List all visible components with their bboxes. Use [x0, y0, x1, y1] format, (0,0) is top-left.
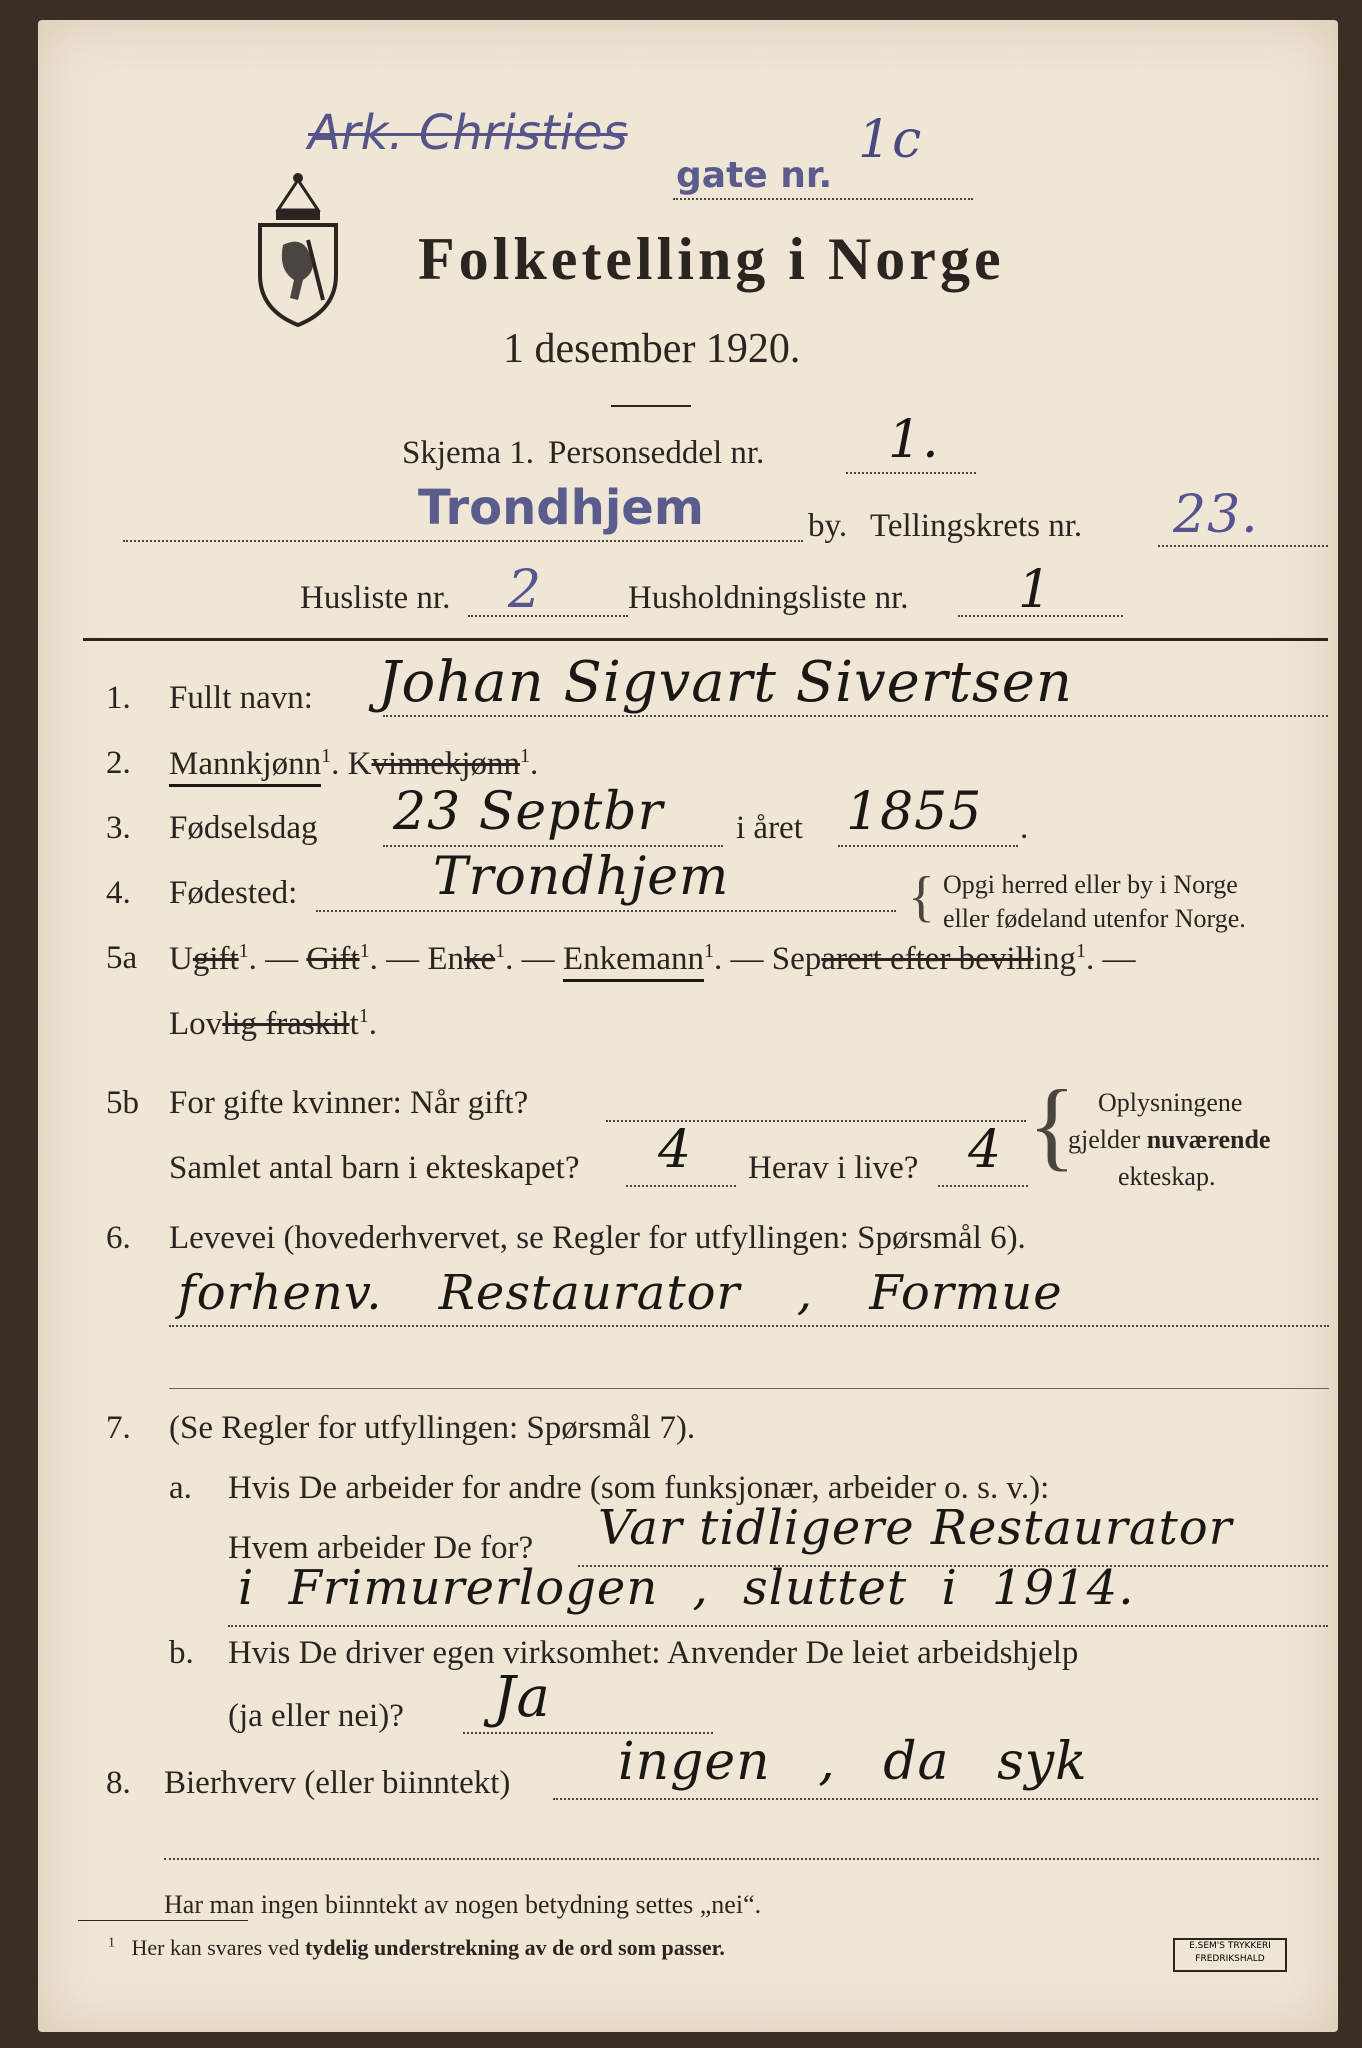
q7b-question: (ja eller nei)?	[228, 1698, 404, 1734]
q4-note-line2: eller fødeland utenfor Norge.	[943, 904, 1246, 933]
husliste-dotted-line	[468, 615, 628, 617]
census-form-page: Ark. Christies gate nr. 1c Folketelling i Norge 1 desember 1920. Skjema 1. Personseddel nr. 1. Trondhjem by. Tellingskrets nr. 23. Husliste nr. 2 Husholdningsliste nr. 1 1. Fullt navn: Johan Sigvart Sivertsen 2. Mannkjønn$^1$. Kvinnekjønn$^1$. 3. Fødselsdag 23 Septbr i året 1855 . 4. Fødested: Trondhjem { Opgi herred eller by i Norge eller fødeland utenfor Norge. 5a Ugift$^1$. — Gift$^1$. — Enke$^1$. — Enkemann$^1$. — Separert efter bevilling$^1$. — Lovlig fraskilt$^1$. 5b For gifte kvinner: Når gift? Samlet antal barn i ekteskapet? 4 Herav i live? 4 { Oplysningene gjelder nuværende ekteskap. 6. Levevei (hovederhvervet, se Regler for utfyllingen: Spørsmål 6). forhenv. Restaurator , Formue 7. (Se Regler for utfyllingen: Spørsmål 7). a. Hvis De arbeider for andre (som funksjonær, arbeider o. s. v.): Hvem arbeider De for? Var tidligere Restaurator i Frimurerlogen , sluttet i 1914. b. Hvis De driver egen virksomhet: Anvender De leiet arbeidshjelp (ja eller nei)? Ja 8. Bierhverv (eller biinntekt) ingen , da syk Har man ingen biinntekt av nogen betydning settes „nei“. $^1$ Her kan svares ved tydelig understrekning av de ord som passer. E.SEM'S TRYKKERI FREDRIKSHALD	[38, 20, 1338, 2032]
personseddel-label: Personseddel nr.	[548, 435, 765, 471]
q5b-number: 5b	[106, 1085, 139, 1121]
employer-value-line1: Var tidligere Restaurator	[598, 1500, 1233, 1556]
gender-male: Mannkjønn	[169, 746, 321, 787]
aaret-label: i året	[736, 810, 803, 846]
q7-label: (Se Regler for utfyllingen: Spørsmål 7).	[169, 1410, 696, 1446]
husliste-value: 2	[508, 560, 543, 620]
skjema-label: Skjema 1.	[402, 435, 534, 471]
gender-options: Mannkjønn$^1$. Kvinnekjønn$^1$.	[169, 745, 538, 783]
birth-year-value: 1855	[846, 782, 983, 842]
tellingskrets-dotted-line	[1158, 545, 1328, 547]
city-stamp: Trondhjem	[418, 480, 704, 536]
q5b-note-line1: Oplysningene	[1098, 1088, 1243, 1117]
gender-female: vinnekjønn	[371, 746, 520, 782]
tellingskrets-value: 23.	[1173, 485, 1259, 545]
q7a-number: a.	[169, 1470, 192, 1506]
footnote-divider	[78, 1920, 248, 1921]
q4-label: Fødested:	[169, 875, 298, 911]
q7a-question: Hvem arbeider De for?	[228, 1530, 534, 1566]
tellingskrets-label: Tellingskrets nr.	[870, 508, 1083, 544]
q8-label: Bierhverv (eller biinntekt)	[164, 1765, 511, 1801]
q6-number: 6.	[106, 1220, 131, 1256]
census-date: 1 desember 1920.	[503, 326, 801, 372]
printer-mark: E.SEM'S TRYKKERI FREDRIKSHALD	[1173, 1938, 1287, 1972]
footer-note: Har man ingen biinntekt av nogen betydning settes „nei“.	[164, 1890, 762, 1919]
page-title: Folketelling i Norge	[418, 226, 1005, 292]
husholdning-label: Husholdningsliste nr.	[628, 580, 909, 616]
q5b-label: For gifte kvinner: Når gift?	[169, 1085, 529, 1121]
birthplace-dotted-line	[316, 910, 896, 912]
q2-number: 2.	[106, 745, 131, 781]
q7b-number: b.	[169, 1635, 194, 1671]
children-alive-value: 4	[968, 1120, 1003, 1180]
side-income-dotted-line2	[164, 1858, 1319, 1860]
q5a-number: 5a	[106, 940, 138, 976]
street-stamp: Ark. Christies	[308, 105, 628, 161]
q5b-note-line2: gjelder nuværende	[1068, 1125, 1271, 1154]
occupation-line2	[169, 1388, 1329, 1389]
q1-label: Fullt navn:	[169, 680, 313, 716]
personseddel-dotted-line	[846, 472, 976, 474]
q1-number: 1.	[106, 680, 131, 716]
marital-status-options-cont: Lovlig fraskilt$^1$.	[169, 1005, 377, 1042]
q3-number: 3.	[106, 810, 131, 846]
husliste-label: Husliste nr.	[300, 580, 451, 616]
employer-value-line2: i Frimurerlogen , sluttet i 1914.	[238, 1560, 1135, 1616]
full-name-value: Johan Sigvart Sivertsen	[378, 650, 1073, 715]
by-label: by.	[808, 508, 848, 544]
q4-number: 4.	[106, 875, 131, 911]
q5b-note-line3: ekteskap.	[1118, 1162, 1216, 1191]
personseddel-value: 1.	[888, 410, 940, 470]
q6-label: Levevei (hovederhvervet, se Regler for utfyllingen: Spørsmål 6).	[169, 1220, 1026, 1256]
q8-number: 8.	[106, 1765, 131, 1801]
q5b-brace: {	[1028, 1069, 1076, 1180]
q4-note-line1: Opgi herred eller by i Norge	[943, 870, 1238, 899]
employer-dotted-line2	[228, 1625, 1328, 1627]
coat-of-arms-icon	[248, 170, 348, 330]
marital-enkemann: Enkemann	[563, 941, 704, 982]
occupation-value: forhenv. Restaurator , Formue	[178, 1265, 1063, 1321]
q4-brace: {	[908, 866, 935, 928]
children-total-value: 4	[658, 1120, 693, 1180]
q7b-text: Hvis De driver egen virksomhet: Anvender De leiet arbeidshjelp	[228, 1635, 1079, 1671]
husholdning-value: 1	[1018, 560, 1053, 620]
children-label: Samlet antal barn i ekteskapet?	[169, 1150, 580, 1186]
children-alive-dotted-line	[938, 1185, 1028, 1187]
full-name-dotted-line	[383, 715, 1328, 717]
marital-status-options: Ugift$^1$. — Gift$^1$. — Enke$^1$. — Enkemann$^1$. — Separert efter bevilling$^1$. —	[169, 940, 1136, 978]
side-income-value: ingen , da syk	[618, 1732, 1088, 1792]
birth-year-dotted-line	[838, 845, 1018, 847]
street-gate-label: gate nr.	[676, 155, 833, 196]
birth-date-value: 23 Septbr	[393, 782, 664, 842]
section-divider	[83, 638, 1328, 641]
title-divider	[611, 405, 691, 407]
hired-help-value: Ja	[493, 1665, 551, 1730]
street-dotted-line	[673, 198, 973, 200]
q3-label: Fødselsdag	[169, 810, 318, 846]
street-number-value: 1c	[858, 110, 923, 170]
occupation-dotted-line1	[169, 1325, 1329, 1327]
side-income-dotted-line	[553, 1798, 1318, 1800]
children-alive-label: Herav i live?	[748, 1150, 919, 1186]
children-total-dotted-line	[626, 1185, 736, 1187]
birthplace-value: Trondhjem	[433, 847, 730, 907]
q7a-text: Hvis De arbeider for andre (som funksjonær, arbeider o. s. v.):	[228, 1470, 1050, 1506]
city-dotted-line	[123, 540, 803, 542]
q7-number: 7.	[106, 1410, 131, 1446]
footnote: $^1$ Her kan svares ved tydelig understrekning av de ord som passer.	[108, 1935, 725, 1960]
husholdning-dotted-line	[958, 615, 1123, 617]
